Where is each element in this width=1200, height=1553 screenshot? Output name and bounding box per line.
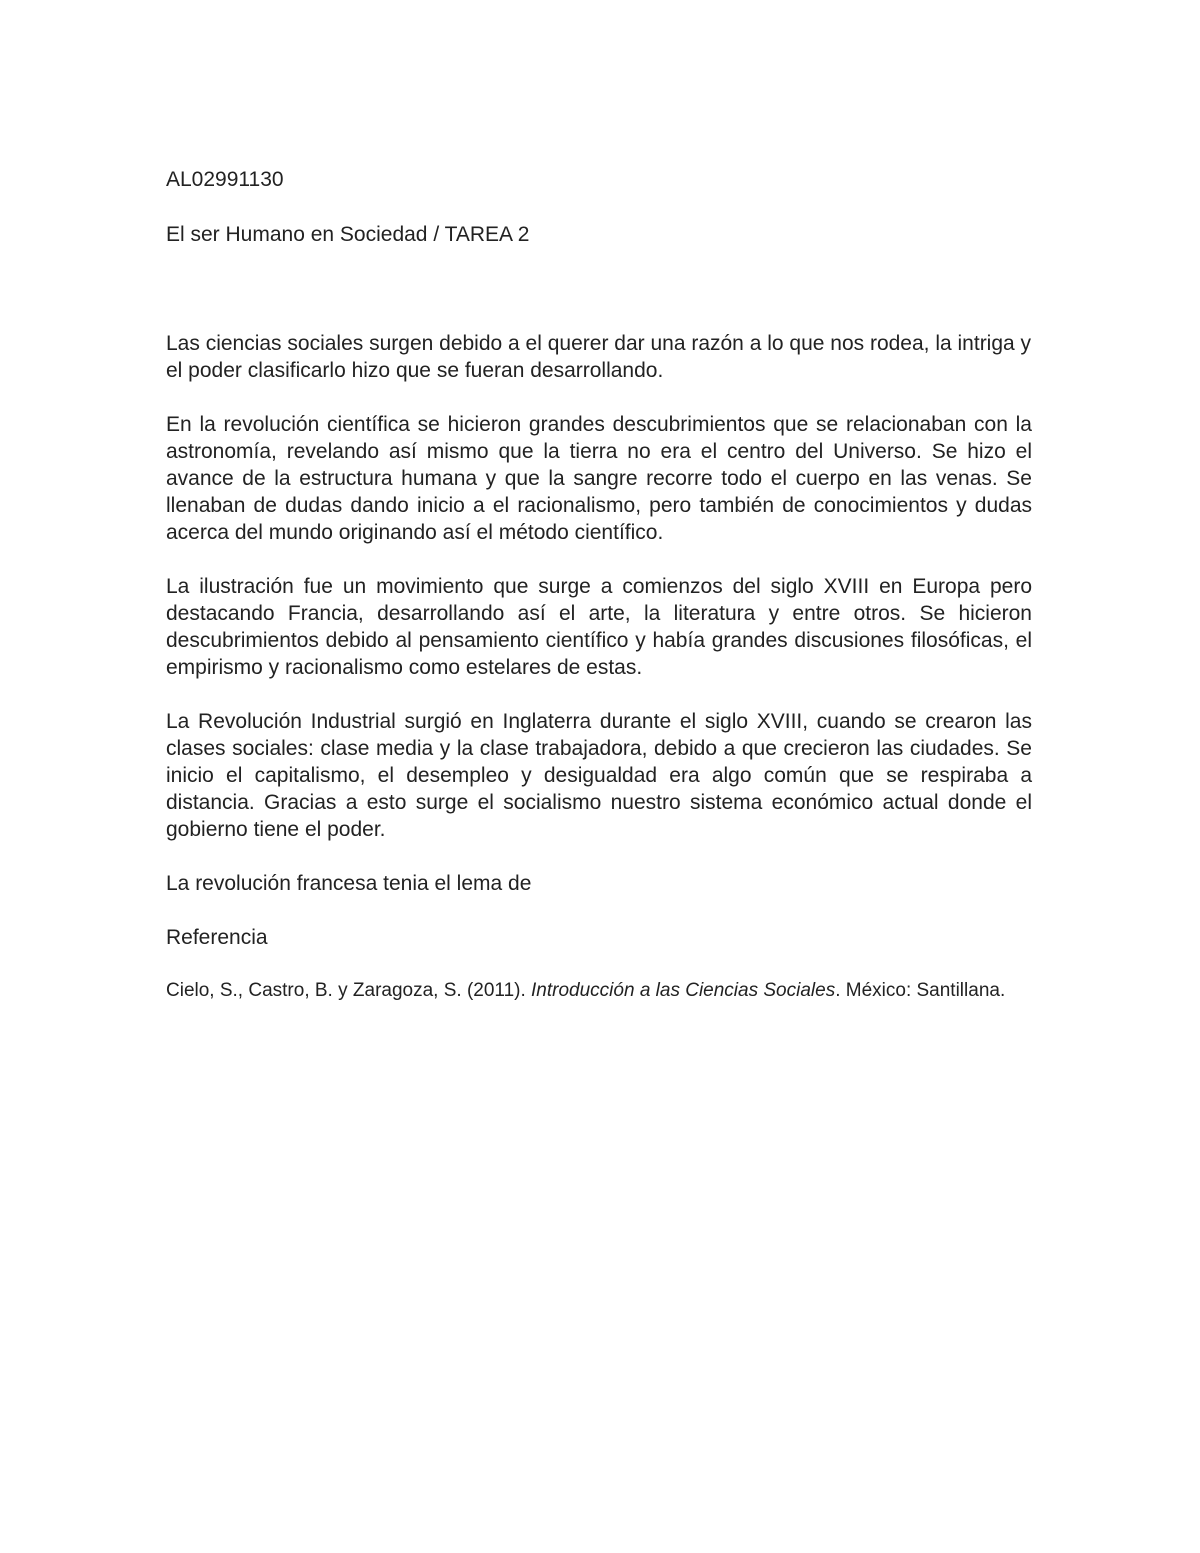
reference-authors-year: Cielo, S., Castro, B. y Zaragoza, S. (2011). [166, 980, 532, 1001]
paragraph-scientific-revolution: En la revolución científica se hicieron grandes descubrimientos que se relacionaban con la astronomía, revelando así mismo que la tierra no era el centro del Universo. Se hizo el avance de la estructura humana y que la sangre recorre todo el cuerpo en las venas. Se llenaban de dudas dando inicio a el racionalismo, pero también de conocimientos y dudas acerca del mundo originando así el método científico. [166, 413, 1032, 544]
paragraph-industrial-revolution: La Revolución Industrial surgió en Inglaterra durante el siglo XVIII, cuando se crearon las clases sociales: clase media y la clase trabajadora, debido a que crecieron las ciudades. Se inicio el capitalismo, el desempleo y desigualdad era algo común que se respiraba a distancia. Gracias a esto surge el socialismo nuestro sistema económico actual donde el gobierno tiene el poder. [166, 710, 1032, 841]
course-title: El ser Humano en Sociedad / TAREA 2 [166, 223, 530, 246]
reference-entry [166, 978, 1032, 1003]
paragraph-french-revolution: La revolución francesa tenia el lema de [166, 872, 532, 895]
document-content [166, 166, 1032, 1003]
reference-heading: Referencia [166, 926, 268, 949]
reference-publisher: . México: Santillana. [835, 980, 1006, 1001]
student-id: AL02991130 [166, 168, 284, 191]
paragraph-enlightenment: La ilustración fue un movimiento que surge a comienzos del siglo XVIII en Europa pero destacando Francia, desarrollando así el arte, la literatura y entre otros. Se hicieron descubrimientos debido al pensamiento científico y había grandes discusiones filosóficas, el empirismo y racionalismo como estelares de estas. [166, 575, 1032, 679]
reference-book-title: Introducción a las Ciencias Sociales [531, 980, 836, 1001]
paragraph-intro: Las ciencias sociales surgen debido a el querer dar una razón a lo que nos rodea, la intriga y el poder clasificarlo hizo que se fueran desarrollando. [166, 332, 1032, 382]
